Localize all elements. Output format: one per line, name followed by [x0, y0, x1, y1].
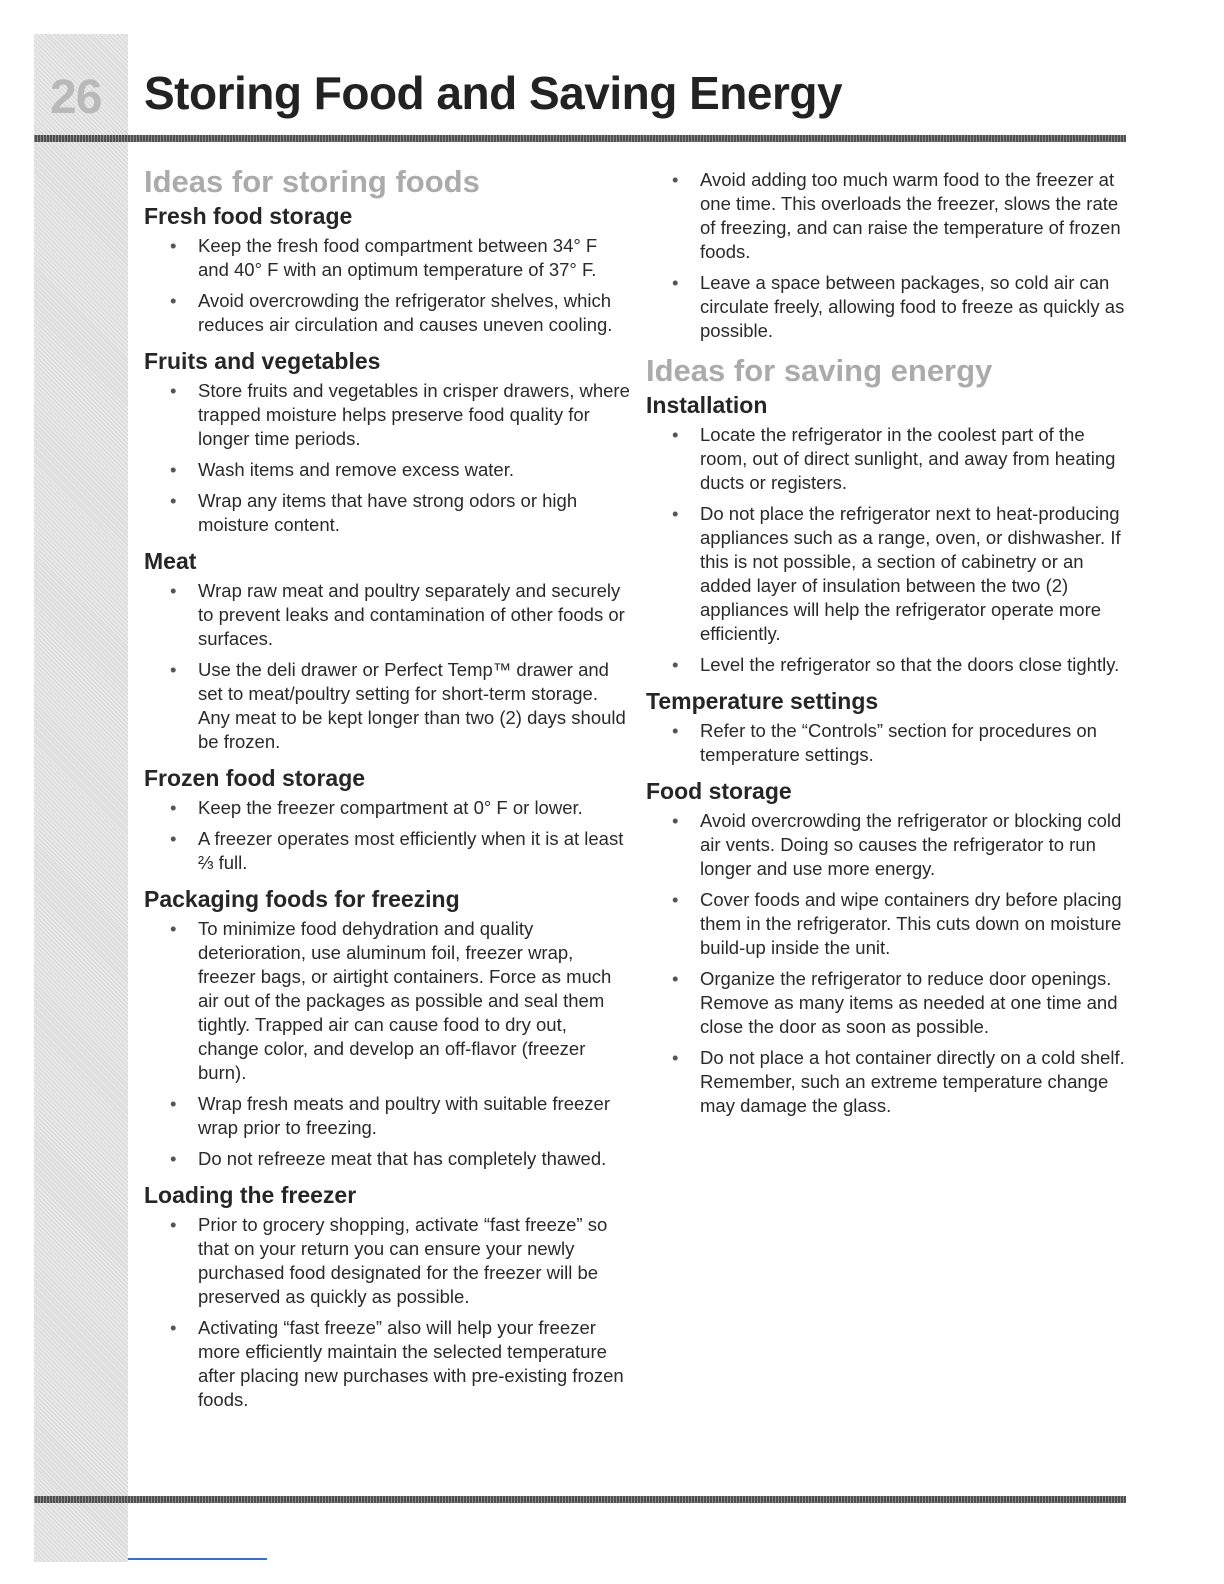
list-item: • Organize the refrigerator to reduce door openings. Remove as many items as needed at one time and close the door as soon as possible. [646, 967, 1126, 1039]
list-item: • Do not place the refrigerator next to heat-producing appliances such as a range, oven, or dishwasher. If this is not possible, a section of cabinetry or an added layer of insulation between the two (2) appliances will help the refrigerator operate more efficiently. [646, 502, 1126, 646]
group-temperature [646, 687, 1126, 767]
sidebar-strip [34, 34, 128, 1562]
list-item: • Wrap fresh meats and poultry with suitable freezer wrap prior to freezing. [144, 1092, 632, 1140]
list-item: • Use the deli drawer or Perfect Temp™ drawer and set to meat/poultry setting for short-term storage. Any meat to be kept longer than two (2) days should be frozen. [144, 658, 632, 754]
group-fruits [144, 347, 632, 537]
group-installation [646, 391, 1126, 677]
footer-link-underline[interactable] [128, 1558, 267, 1560]
group-food-storage [646, 777, 1126, 1118]
top-rule [34, 135, 1126, 142]
list-item: • Level the refrigerator so that the doors close tightly. [646, 653, 1126, 677]
group-meat [144, 547, 632, 754]
subheading: Frozen food storage [144, 765, 366, 791]
subheading: Packaging foods for freezing [144, 886, 460, 912]
list-item: • Do not place a hot container directly on a cold shelf. Remember, such an extreme temperature change may damage the glass. [646, 1046, 1126, 1118]
bullet-list [144, 917, 632, 1171]
section-heading-storing: Ideas for storing foods [144, 164, 480, 199]
list-item: • To minimize food dehydration and quality deterioration, use aluminum foil, freezer wrap, freezer bags, or airtight containers. Force as much air out of the packages as possible and seal them tightly. Trapped air can cause food to dry out, change color, and develop an off-flavor (freezer burn). [144, 917, 632, 1085]
list-item: • Refer to the “Controls” section for procedures on temperature settings. [646, 719, 1126, 767]
list-item: • Locate the refrigerator in the coolest part of the room, out of direct sunlight, and away from heating ducts or registers. [646, 423, 1126, 495]
bullet-list [144, 1213, 632, 1412]
subheading: Fresh food storage [144, 203, 353, 229]
bullet-list [646, 719, 1126, 767]
subheading: Fruits and vegetables [144, 348, 381, 374]
subheading: Installation [646, 392, 768, 418]
list-item: • Avoid adding too much warm food to the freezer at one time. This overloads the freezer, slows the rate of freezing, and can raise the temperature of frozen foods. [646, 168, 1126, 264]
group-frozen-food [144, 764, 632, 875]
bullet-list [144, 379, 632, 537]
page-number: 26 [50, 71, 102, 124]
group-fresh-food [144, 202, 632, 337]
section-heading-energy: Ideas for saving energy [646, 353, 993, 388]
list-item: • Wrap raw meat and poultry separately and securely to prevent leaks and contamination of other foods or surfaces. [144, 579, 632, 651]
bullet-list-continued [646, 168, 1126, 343]
bottom-rule [34, 1496, 1126, 1503]
list-item: • Keep the fresh food compartment between 34° F and 40° F with an optimum temperature of 37° F. [144, 234, 632, 282]
bullet-list [646, 809, 1126, 1118]
list-item: • Wash items and remove excess water. [144, 458, 632, 482]
subheading: Loading the freezer [144, 1182, 357, 1208]
list-item: • Avoid overcrowding the refrigerator or blocking cold air vents. Doing so causes the refrigerator to run longer and use more energy. [646, 809, 1126, 881]
group-loading [144, 1181, 632, 1412]
bullet-list [144, 234, 632, 337]
list-item: • Prior to grocery shopping, activate “fast freeze” so that on your return you can ensure your newly purchased food designated for the freezer will be preserved as quickly as possible. [144, 1213, 632, 1309]
subheading: Temperature settings [646, 688, 879, 714]
page-title: Storing Food and Saving Energy [144, 67, 843, 119]
left-column [144, 164, 632, 1412]
list-item: • Do not refreeze meat that has completely thawed. [144, 1147, 632, 1171]
list-item: • Keep the freezer compartment at 0° F or lower. [144, 796, 632, 820]
list-item: • Leave a space between packages, so cold air can circulate freely, allowing food to freeze as quickly as possible. [646, 271, 1126, 343]
bullet-list [646, 423, 1126, 677]
right-column [646, 164, 1126, 1118]
subheading: Food storage [646, 778, 792, 804]
list-item: • Activating “fast freeze” also will help your freezer more efficiently maintain the selected temperature after placing new purchases with pre-existing frozen foods. [144, 1316, 632, 1412]
subheading: Meat [144, 548, 197, 574]
list-item: • Avoid overcrowding the refrigerator shelves, which reduces air circulation and causes uneven cooling. [144, 289, 632, 337]
group-packaging [144, 885, 632, 1171]
list-item: • Wrap any items that have strong odors or high moisture content. [144, 489, 632, 537]
bullet-list [144, 579, 632, 754]
bullet-list [144, 796, 632, 875]
list-item: • Store fruits and vegetables in crisper drawers, where trapped moisture helps preserve food quality for longer time periods. [144, 379, 632, 451]
list-item: • Cover foods and wipe containers dry before placing them in the refrigerator. This cuts down on moisture build-up inside the unit. [646, 888, 1126, 960]
list-item: • A freezer operates most efficiently when it is at least ⅔ full. [144, 827, 632, 875]
